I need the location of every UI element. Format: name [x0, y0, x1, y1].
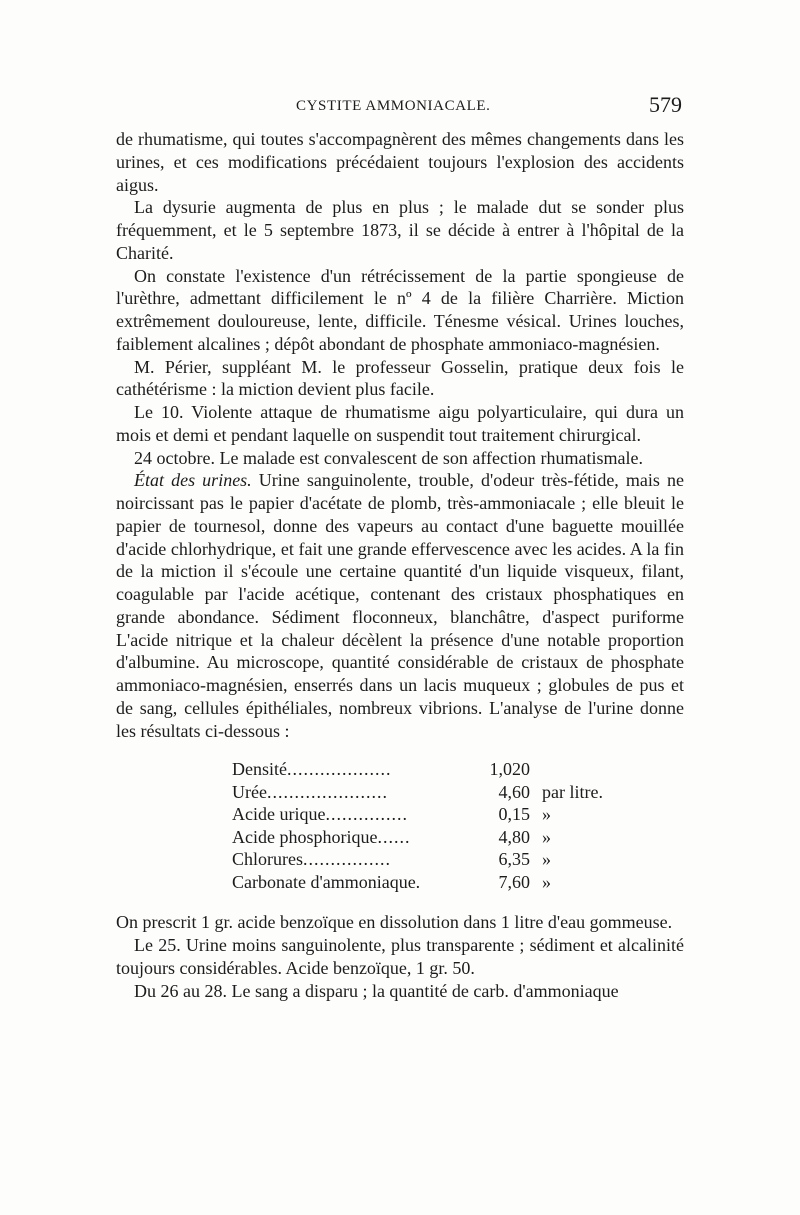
- paragraph: de rhumatisme, qui toutes s'accompagnèrent des mêmes changements dans les urines, et ces modifications précédaient toujours l'explosion des accidents aigus.: [116, 129, 684, 195]
- result-row: [232, 871, 632, 894]
- running-title: CYSTITE AMMONIACALE.: [296, 98, 491, 114]
- result-value: 4,80: [498, 826, 530, 847]
- result-label: Urée......................: [232, 781, 388, 802]
- result-unit: »: [542, 826, 551, 847]
- result-unit: »: [542, 804, 551, 825]
- result-value: 7,60: [498, 871, 530, 892]
- paragraph: Du 26 au 28. Le sang a disparu ; la quantité de carb. d'ammoniaque: [134, 980, 619, 1001]
- urine-paragraph: [116, 469, 684, 742]
- result-unit: »: [542, 871, 551, 892]
- result-unit: »: [542, 849, 551, 870]
- result-unit: par litre.: [542, 781, 603, 802]
- paragraph: Le 25. Urine moins sanguinolente, plus transparente ; sédiment et alcalinité toujours considérables. Acide benzoïque, 1 gr. 50.: [116, 935, 684, 978]
- paragraph: Le 10. Violente attaque de rhumatisme aigu polyarticulaire, qui dura un mois et demi et pendant laquelle on suspendit tout traitement chirurgical.: [116, 402, 684, 445]
- result-value: 0,15: [498, 804, 530, 825]
- result-value: 4,60: [498, 781, 530, 802]
- result-label: Densité...................: [232, 759, 392, 780]
- analysis-results-table: [232, 758, 632, 893]
- result-row: [232, 848, 632, 871]
- result-label: Acide urique...............: [232, 804, 408, 825]
- paragraph: La dysurie augmenta de plus en plus ; le malade dut se sonder plus fréquemment, et le 5 septembre 1873, il se décide à entrer à l'hôpital de la Charité.: [116, 197, 684, 263]
- result-label: Carbonate d'ammoniaque.: [232, 871, 421, 892]
- paragraph: M. Périer, suppléant M. le professeur Gosselin, pratique deux fois le cathétérisme : la miction devient plus facile.: [116, 356, 684, 400]
- result-label: Chlorures................: [232, 849, 391, 870]
- paragraph: On prescrit 1 gr. acide benzoïque en dissolution dans 1 litre d'eau gommeuse.: [116, 912, 673, 933]
- result-row: [232, 803, 632, 826]
- page-header: [116, 92, 682, 122]
- result-row: [232, 826, 632, 849]
- page-number: 579: [649, 92, 682, 117]
- paragraph: On constate l'existence d'un rétrécissement de la partie spongieuse de l'urèthre, admettant difficilement le nº 4 de la filière Charrière. Miction extrêmement douloureuse, lente, difficile. Ténesme vésical. Urines louches, faiblement alcalines ; dépôt abondant de phosphate ammoniaco-magnésien.: [116, 265, 684, 354]
- result-value: 1,020: [489, 759, 530, 780]
- result-row: [232, 758, 632, 781]
- page-body: [116, 128, 684, 1002]
- result-value: 6,35: [498, 849, 530, 870]
- urine-paragraph-lead: État des urines.: [134, 470, 252, 491]
- result-row: [232, 781, 632, 804]
- result-label: Acide phosphorique......: [232, 826, 411, 847]
- urine-paragraph-text: Urine sanguinolente, trouble, d'odeur très-fétide, mais ne noircissant pas le papier d'acétate de plomb, très-ammoniacale ; elle bleuit le papier de tournesol, donne des vapeurs au contact d'une baguette mouillée d'acide chlorhydrique, et fait une grande effervescence avec les acides. A la fin de la miction il s'écoule une certaine quantité d'un liquide visqueux, filant, coagulable par l'acide acétique, contenant des cristaux phosphatiques en grande abondance. Sédiment floconneux, blanchâtre, d'aspect puriforme L'acide nitrique et la chaleur décèlent la présence d'une notable proportion d'albumine. Au microscope, quantité considérable de cristaux de phosphate ammoniaco-magnésien, enserrés dans un lacis muqueux ; globules de pus et de sang, cellules épithéliales, nombreux vibrions. L'analyse de l'urine donne les résultats ci-dessous :: [116, 470, 684, 741]
- paragraph: 24 octobre. Le malade est convalescent de son affection rhumatismale.: [134, 447, 643, 468]
